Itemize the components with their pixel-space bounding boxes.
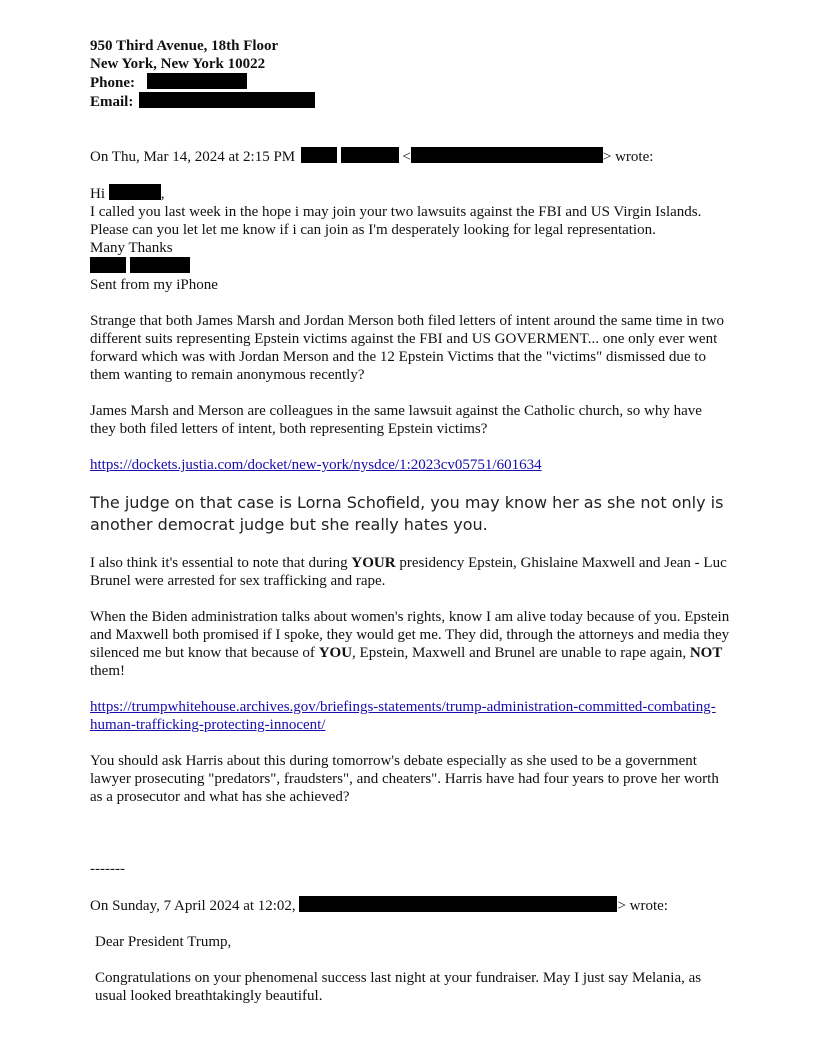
paragraph-judge: The judge on that case is Lorna Schofield, you may know her as she not only is another democrat judge but she really hates you. [90, 493, 724, 534]
phone-label: Phone: [90, 75, 135, 91]
email1-quote-header [90, 147, 730, 166]
address-line-2: New York, New York 10022 [90, 56, 266, 72]
email1-date: On Thu, Mar 14, 2024 at 2:15 PM [90, 149, 296, 165]
redaction-signature-last [130, 257, 190, 273]
phone-line [90, 73, 730, 92]
p5-text-b: , Epstein, Maxwell and Brunel are unable to rape again, [352, 645, 690, 661]
greeting-comma: , [160, 186, 165, 202]
email1-greeting [90, 184, 730, 203]
email2-body: Congratulations on your phenomenal success last night at your fundraiser. May I just say Melania, as usual looked breathtakingly beautiful. [95, 970, 702, 1004]
address-line-1: 950 Third Avenue, 18th Floor [90, 38, 279, 54]
p5-text-a: When the Biden administration talks about women's rights, know I am alive today because of you. Epstein and Maxwell both promised if I spoke, they would get me. They did, through the attorneys and media they silenced me but know that because of [90, 609, 730, 661]
p5-bold-you: YOU [318, 645, 353, 661]
redaction-sender-first [301, 147, 337, 163]
redaction-email [139, 92, 315, 108]
email2-salutation: Dear President Trump, [95, 934, 232, 950]
email1-signoff: Many Thanks [90, 240, 173, 256]
p5-text-c: them! [90, 663, 125, 679]
redaction-recipient [109, 184, 161, 200]
separator: ------- [90, 861, 125, 877]
email2-quote-header [90, 896, 730, 915]
paragraph-2: James Marsh and Merson are colleagues in the same lawsuit against the Catholic church, so why have they both filed letters of intent, both representing Epstein victims? [90, 403, 702, 437]
letter-page [90, 37, 730, 1005]
whitehouse-link[interactable]: https://trumpwhitehouse.archives.gov/briefings-statements/trump-administration-committed-combating-human-trafficking-protecting-innocent/ [90, 699, 716, 733]
redaction-phone [147, 73, 247, 89]
letterhead [90, 37, 730, 111]
p4-bold: YOUR [351, 555, 396, 571]
redaction-sender-email [411, 147, 603, 163]
redaction-signature-first [90, 257, 126, 273]
paragraph-harris: You should ask Harris about this during tomorrow's debate especially as she used to be a government lawyer prosecuting "predators", fraudsters", and cheaters". Harris have had four years to prove her worth as a prosecutor and what has she achieved? [90, 753, 719, 805]
email1-body-2: Please can you let let me know if i can join as I'm desperately looking for legal representation. [90, 222, 656, 238]
redaction-email2-sender [299, 896, 617, 912]
email2-date: On Sunday, 7 April 2024 at 12:02, [90, 898, 296, 914]
p4-text-a: I also think it's essential to note that during [90, 555, 352, 571]
greeting-word: Hi [90, 186, 105, 202]
p5-bold-not: NOT [689, 645, 723, 661]
email2-wrote: > wrote: [617, 898, 668, 914]
email1-signature [90, 257, 730, 276]
email-line [90, 92, 730, 111]
paragraph-presidency [90, 554, 730, 590]
email-label: Email: [90, 94, 134, 110]
email1-sent-from: Sent from my iPhone [90, 277, 218, 293]
email1-lt: < [402, 149, 411, 165]
paragraph-biden [90, 608, 730, 680]
email1-body-1: I called you last week in the hope i may join your two lawsuits against the FBI and US Virgin Islands. [90, 204, 702, 220]
paragraph-1: Strange that both James Marsh and Jordan Merson both filed letters of intent around the same time in two different suits representing Epstein victims against the FBI and US GOVERMENT... one only ever went forward which was with Jordan Merson and the 12 Epstein Victims that the "victims" dismissed due to them wanting to remain anonymous recently? [90, 313, 725, 383]
docket-link[interactable]: https://dockets.justia.com/docket/new-york/nysdce/1:2023cv05751/601634 [90, 457, 542, 473]
redaction-sender-last [341, 147, 399, 163]
email1-wrote: > wrote: [602, 149, 654, 165]
p4-text-b: presidency Epstein, Ghislaine Maxwell and Jean - Luc Brunel were arrested for sex trafficking and rape. [90, 555, 727, 589]
